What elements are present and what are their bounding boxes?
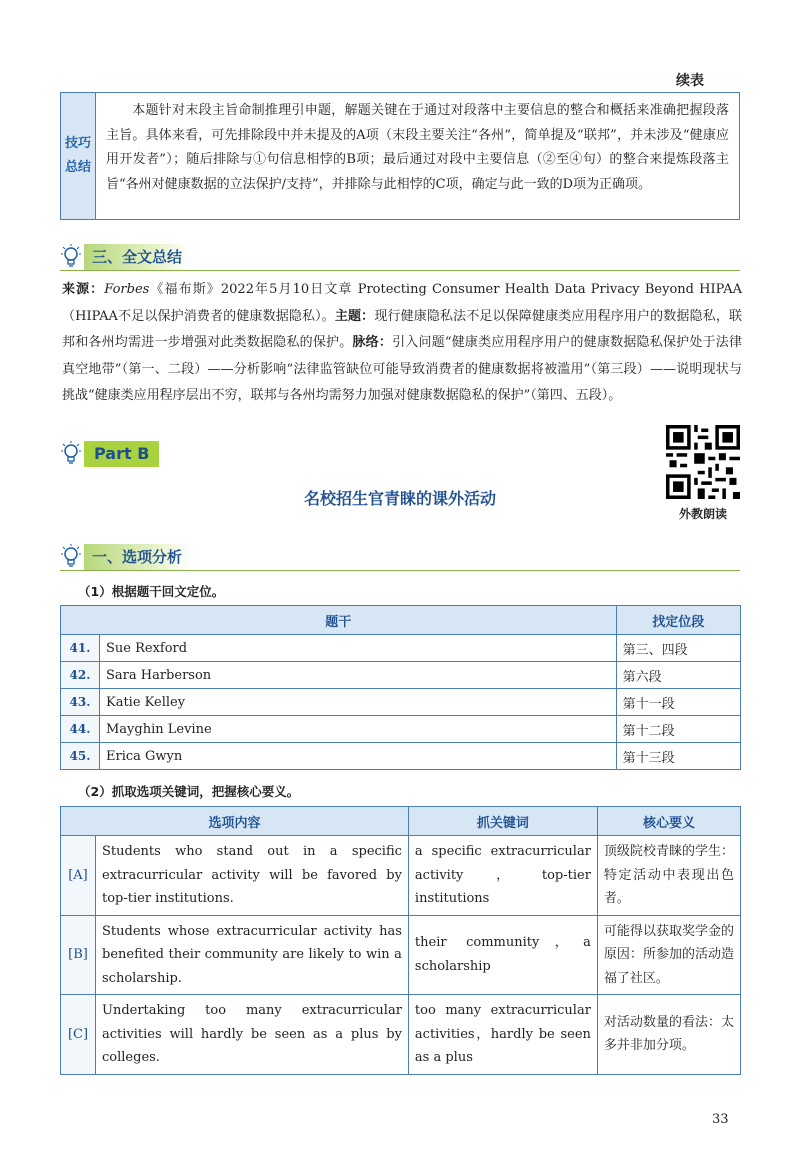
option-content: Students whose extracurricular activity has benefited their community are likely to win a scholarship.	[96, 915, 409, 995]
option-letter: [B]	[61, 915, 96, 995]
analysis-heading-text: 一、选项分析	[84, 544, 190, 570]
tip-label-line2: 总结	[64, 160, 91, 175]
source-text: 《福布斯》2022年5月10日文章 Protecting Consumer Health Data Privacy Beyond HIPAA（HIPAA不足以保护消费者的健康数据隐私）。	[62, 282, 742, 324]
header-core-meaning: 核心要义	[597, 807, 740, 836]
tip-summary-box	[60, 92, 740, 220]
theme-text: 现行健康隐私法不足以保障健康类应用程序用户的数据隐私，联邦和各州均需进一步增强对此类数据隐私的保护。	[62, 308, 742, 350]
question-number: 41.	[61, 635, 100, 662]
table-row	[61, 689, 741, 716]
summary-heading-text: 三、全文总结	[84, 244, 190, 270]
table-row	[61, 995, 741, 1075]
lightbulb-icon	[60, 244, 82, 270]
option-meaning: 可能得以获取奖学金的原因：所参加的活动造福了社区。	[597, 915, 740, 995]
table-row	[61, 716, 741, 743]
part-b-label: Part B	[84, 441, 159, 467]
options-table	[60, 806, 741, 1075]
header-paragraph: 找定位段	[616, 606, 740, 635]
header-option-content: 选项内容	[61, 807, 409, 836]
page-number: 33	[712, 1112, 729, 1127]
header-stem: 题干	[61, 606, 617, 635]
outline-text: 引入问题“健康类应用程序用户的健康数据隐私保护处于法律真空地带”（第一、二段）——分析影响“法律监管缺位可能导致消费者的健康数据将被滥用”（第三段）——说明现状与挑战“健康类应用程序层出不穷，联邦与各州均需努力加强对健康数据隐私的保护”（第四、五段）。	[62, 335, 742, 403]
part-b-heading	[60, 440, 159, 468]
summary-paragraph	[62, 277, 742, 410]
section-divider	[60, 570, 740, 571]
outline-label: 脉络：	[352, 335, 393, 350]
sub-heading-1: （1）根据题干回文定位。	[78, 584, 225, 599]
table-header-row	[61, 606, 741, 635]
table-row	[61, 662, 741, 689]
option-meaning: 顶级院校青睐的学生：特定活动中表现出色者。	[597, 836, 740, 916]
option-meaning: 对活动数量的看法：太多并非加分项。	[597, 995, 740, 1075]
sub-heading-2: （2）抓取选项关键词，把握核心要义。	[78, 784, 300, 799]
table-row	[61, 836, 741, 916]
question-number: 43.	[61, 689, 100, 716]
paragraph-location: 第三、四段	[616, 635, 740, 662]
option-content: Students who stand out in a specific extracurricular activity will be favored by top-tier institutions.	[96, 836, 409, 916]
header-keywords: 抓关键词	[408, 807, 597, 836]
option-keywords: their community，a scholarship	[408, 915, 597, 995]
question-number: 44.	[61, 716, 100, 743]
continued-label: 续表	[676, 73, 704, 89]
option-keywords: too many extracurricular activities，hardly be seen as a plus	[408, 995, 597, 1075]
person-name: Erica Gwyn	[100, 743, 617, 770]
article-title: 名校招生官青睐的课外活动	[303, 489, 496, 508]
paragraph-location: 第十三段	[616, 743, 740, 770]
section-divider	[60, 270, 740, 271]
person-name: Sue Rexford	[100, 635, 617, 662]
table-row	[61, 635, 741, 662]
person-name: Mayghin Levine	[100, 716, 617, 743]
table-header-row	[61, 807, 741, 836]
qr-label: 外教朗读	[678, 507, 727, 521]
tip-body-text: 本题针对末段主旨命制推理引申题，解题关键在于通过对段落中主要信息的整合和概括来准确把握段落主旨。具体来看，可先排除段中并未提及的A项（末段主要关注“各州”，简单提及“联邦”，并未涉及“健康应用开发者”）；随后排除与①句信息相悖的B项；最后通过对段中主要信息（②至④句）的整合来提炼段落主旨“各州对健康数据的立法保护/支持”，并排除与此相悖的C项，确定与此一致的D项为正确项。	[106, 103, 729, 192]
person-name: Katie Kelley	[100, 689, 617, 716]
lightbulb-icon	[60, 544, 82, 570]
question-number: 45.	[61, 743, 100, 770]
option-content: Undertaking too many extracurricular activities will hardly be seen as a plus by colleges.	[96, 995, 409, 1075]
source-italic: Forbes	[104, 282, 150, 297]
tip-body	[96, 93, 739, 219]
option-letter: [C]	[61, 995, 96, 1075]
locate-table	[60, 605, 741, 770]
qr-code-icon[interactable]	[666, 425, 740, 499]
tip-label	[61, 93, 96, 219]
tip-label-line1: 技巧	[64, 136, 91, 151]
option-keywords: a specific extracurricular activity，top-tier institutions	[408, 836, 597, 916]
paragraph-location: 第十二段	[616, 716, 740, 743]
paragraph-location: 第十一段	[616, 689, 740, 716]
lightbulb-icon	[60, 441, 82, 467]
option-letter: [A]	[61, 836, 96, 916]
theme-label: 主题：	[334, 308, 375, 324]
person-name: Sara Harberson	[100, 662, 617, 689]
source-label: 来源：	[62, 282, 105, 297]
question-number: 42.	[61, 662, 100, 689]
paragraph-location: 第六段	[616, 662, 740, 689]
table-row	[61, 915, 741, 995]
table-row	[61, 743, 741, 770]
analysis-heading	[60, 543, 190, 571]
summary-heading	[60, 243, 190, 271]
